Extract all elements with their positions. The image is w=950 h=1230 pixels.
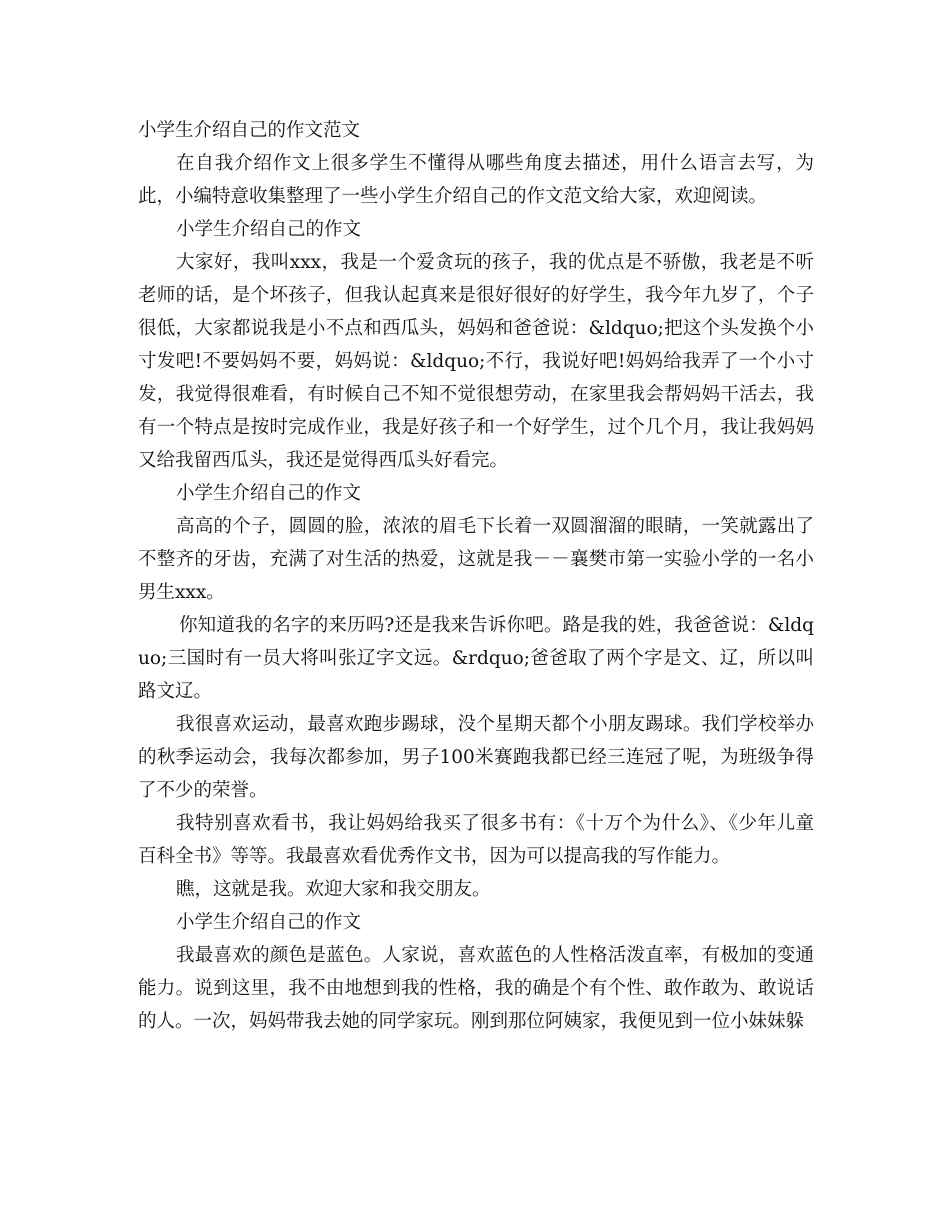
subheading-2: 小学生介绍自己的作文 [176,483,362,504]
paragraph-essay-1: 大家好，我叫xxx，我是一个爱贪玩的孩子，我的优点是不骄傲，我老是不听老师的话，是个坏孩子，但我认起真来是很好很好的好学生，我今年九岁了，个子很低，大家都说我是小不点和西瓜头，妈妈和爸爸说：&ldquo;把这个头发换个小寸发吧!不要妈妈不要，妈妈说：&ldquo;不行，我说好吧!妈妈给我弄了一个小寸发，我觉得很难看，有时候自己不知不觉很想劳动，在家里我会帮妈妈干活去，我有一个特点是按时完成作业，我是好孩子和一个好学生，过个几个月，我让我妈妈又给我留西瓜头，我还是觉得西瓜头好看完。 [138,252,814,471]
paragraph-essay-2-appearance: 高高的个子，圆圆的脸，浓浓的眉毛下长着一双圆溜溜的眼睛，一笑就露出了不整齐的牙齿，充满了对生活的热爱，这就是我－－襄樊市第一实验小学的一名小男生xxx。 [138,516,814,603]
subheading-3: 小学生介绍自己的作文 [176,912,362,933]
paragraph-intro: 在自我介绍作文上很多学生不懂得从哪些角度去描述，用什么语言去写，为此，小编特意收集整理了一些小学生介绍自己的作文范文给大家，欢迎阅读。 [138,153,814,207]
document-title: 小学生介绍自己的作文范文 [138,120,361,141]
document-body [138,114,814,1038]
paragraph-essay-2-closing: 瞧，这就是我。欢迎大家和我交朋友。 [176,879,491,900]
paragraph-essay-2-name: 你知道我的名字的来历吗?还是我来告诉你吧。路是我的姓，我爸爸说：&ldquo;三国时有一员大将叫张辽字文远。&rdquo;爸爸取了两个字是文、辽，所以叫路文辽。 [138,615,814,702]
paragraph-essay-3: 我最喜欢的颜色是蓝色。人家说，喜欢蓝色的人性格活泼直率，有极加的变通能力。说到这里，我不由地想到我的性格，我的确是个有个性、敢作敢为、敢说话的人。一次，妈妈带我去她的同学家玩。刚到那位阿姨家，我便见到一位小妹妹躲 [138,945,814,1032]
subheading-1: 小学生介绍自己的作文 [176,219,362,240]
paragraph-essay-2-books: 我特别喜欢看书，我让妈妈给我买了很多书有：《十万个为什么》、《少年儿童百科全书》等等。我最喜欢看优秀作文书，因为可以提高我的写作能力。 [138,813,814,867]
paragraph-essay-2-sports: 我很喜欢运动，最喜欢跑步踢球，没个星期天都个小朋友踢球。我们学校举办的秋季运动会，我每次都参加，男子100米赛跑我都已经三连冠了呢，为班级争得了不少的荣誉。 [138,714,814,801]
